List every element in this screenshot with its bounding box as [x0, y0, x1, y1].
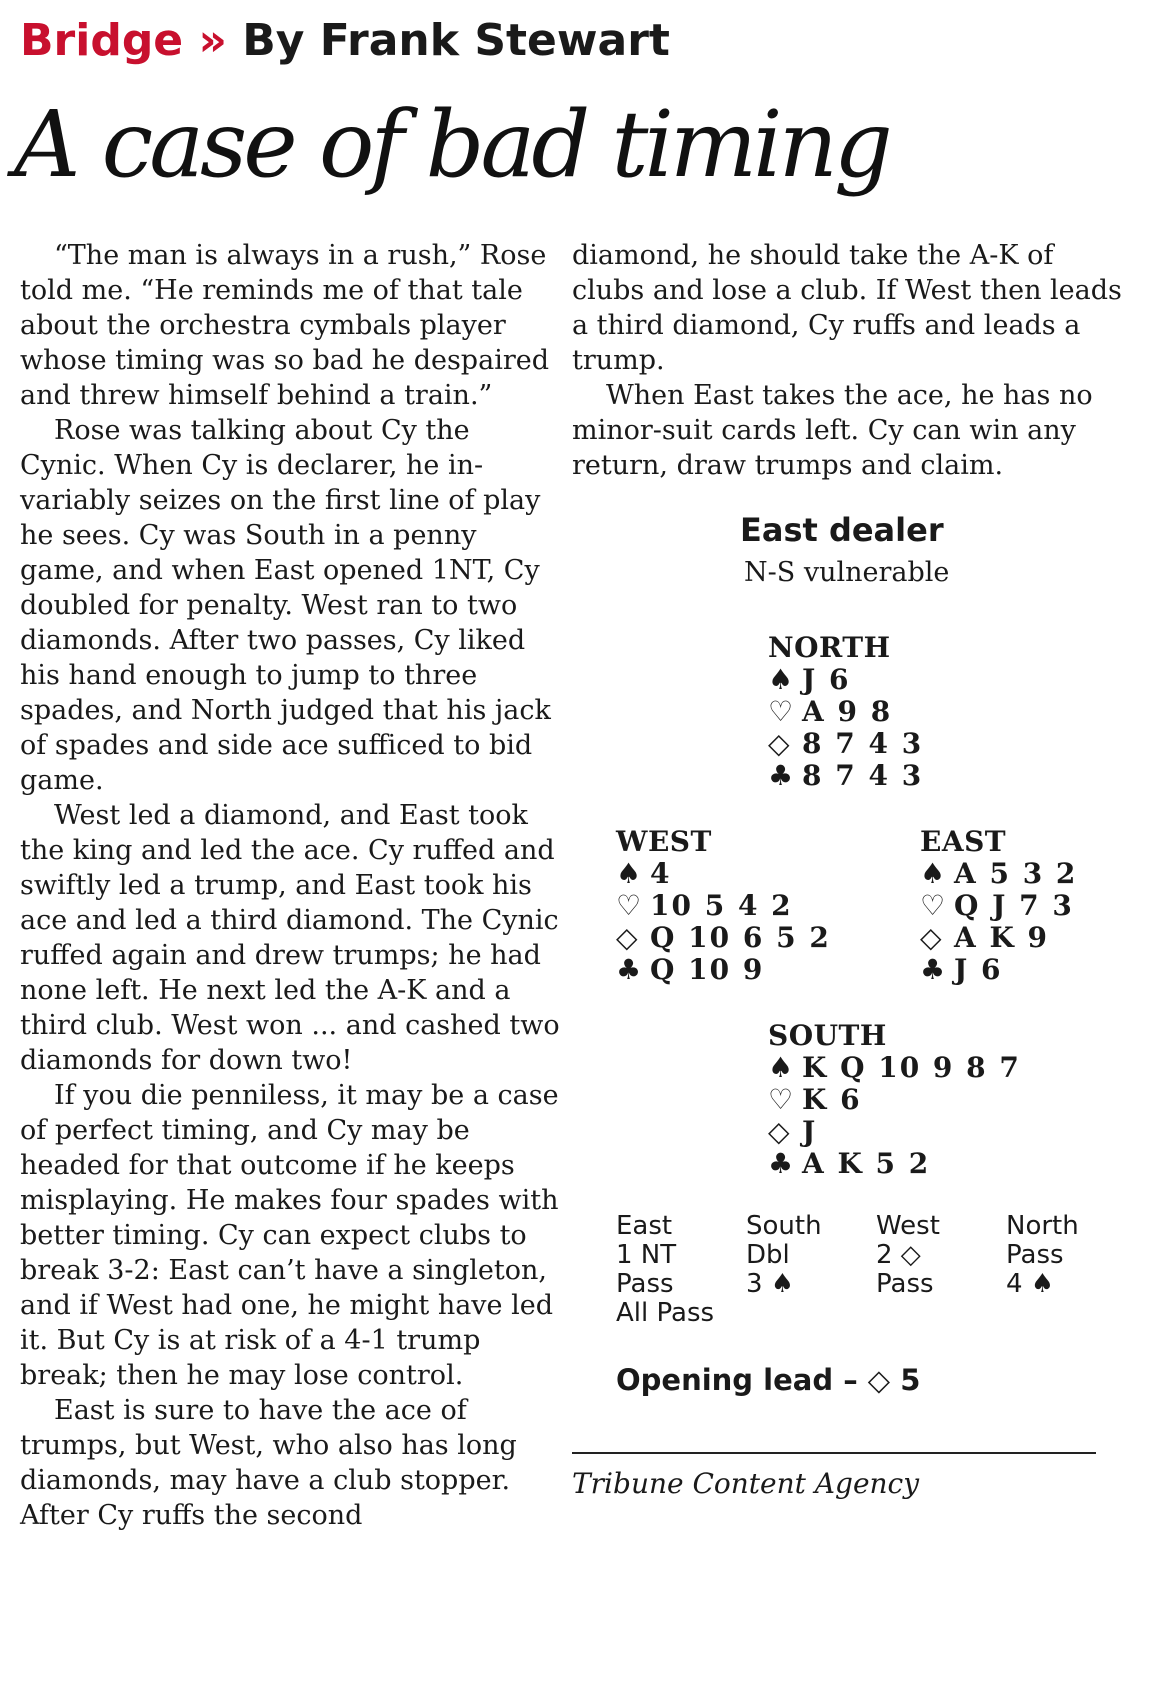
bid: Pass [876, 1269, 934, 1299]
bid [1006, 1299, 1116, 1328]
column-header [20, 10, 1130, 72]
club-icon: ♣ [768, 1147, 794, 1180]
hand-direction: NORTH [768, 631, 891, 664]
spade-icon: ♠ [920, 857, 946, 890]
club-cards: 8 7 4 3 [802, 759, 924, 792]
diamond-cards: J [802, 1115, 818, 1148]
bidding-table [616, 1212, 1116, 1328]
club-icon: ♣ [920, 953, 946, 986]
diamond-cards: Q 10 6 5 2 [650, 921, 831, 954]
heart-cards: 10 5 4 2 [650, 889, 793, 922]
heart-icon: ♡ [768, 695, 794, 728]
bidding-header: East [616, 1211, 673, 1241]
spade-cards: K Q 10 9 8 7 [802, 1051, 1021, 1084]
bidding-row [616, 1241, 1116, 1270]
club-cards: J 6 [954, 953, 1003, 986]
diamond-icon: ◇ [920, 921, 942, 954]
bidding-header-row [616, 1212, 1116, 1241]
spade-cards: 4 [650, 857, 672, 890]
bid: 4 ♠ [1006, 1269, 1055, 1299]
paragraph: Rose was talking about Cy the Cynic. When Cy is declarer, he invariably seizes on the first line of play he sees. Cy was South in a penny game, and when East opened 1NT, Cy doubled for penalty. West ran to two diamonds. After two passes, Cy liked his hand enough to jump to three spades, and North judged that his jack of spades and side ace sufficed to bid game. [20, 415, 551, 796]
bid: 1 NT [616, 1240, 677, 1270]
paragraph: When East takes the ace, he has no minor-suit cards left. Cy can win any return, draw trumps and claim. [572, 380, 1093, 481]
paragraph: diamond, he should take the A-K of clubs and lose a club. If West then leads a third diamond, Cy ruffs and leads a trump. [572, 240, 1122, 376]
club-cards: Q 10 9 [650, 953, 765, 986]
heart-icon: ♡ [920, 889, 946, 922]
hand-west [616, 826, 831, 986]
paragraph: East is sure to have the ace of trumps, but West, who also has long diamonds, may have a club stopper. After Cy ruffs the second [20, 1395, 517, 1531]
diamond-icon: ◇ [616, 921, 638, 954]
bid [746, 1299, 876, 1328]
hand-direction: EAST [920, 825, 1007, 858]
headline: A case of bad timing [14, 91, 889, 198]
diamond-cards: A K 9 [954, 921, 1050, 954]
dealer-label: East dealer [740, 511, 944, 549]
header-separator: » [198, 15, 227, 66]
heart-icon: ♡ [768, 1083, 794, 1116]
bidding-row [616, 1299, 1116, 1328]
bid: 2 ◇ [876, 1240, 921, 1270]
hand-east [920, 826, 1077, 986]
heart-cards: Q J 7 3 [954, 889, 1074, 922]
bid [876, 1299, 1006, 1328]
bid: Pass [1006, 1240, 1064, 1270]
bidding-header: North [1006, 1211, 1079, 1241]
hand-direction: SOUTH [768, 1019, 887, 1052]
spade-icon: ♠ [768, 663, 794, 696]
byline: By Frank Stewart [242, 15, 670, 66]
bidding-row [616, 1270, 1116, 1299]
article-right-column [572, 238, 1132, 483]
credit-line: Tribune Content Agency [572, 1467, 920, 1500]
diamond-cards: 8 7 4 3 [802, 727, 924, 760]
spade-cards: A 5 3 2 [954, 857, 1078, 890]
hand-south [768, 1020, 1021, 1180]
paragraph: “The man is always in a rush,” Rose told me. “He reminds me of that tale about the orchestra cymbals player whose timing was so bad he despaired and threw himself behind a train.” [20, 240, 549, 411]
spade-icon: ♠ [616, 857, 642, 890]
opening-lead: Opening lead – ◇ 5 [616, 1363, 921, 1397]
diamond-icon: ◇ [768, 727, 790, 760]
bid: Pass [616, 1269, 674, 1299]
vulnerability-label: N-S vulnerable [744, 557, 950, 588]
bid: 3 ♠ [746, 1269, 795, 1299]
divider [572, 1452, 1096, 1454]
paragraph: If you die penniless, it may be a case of perfect timing, and Cy may be headed for that outcome if he keeps misplaying. He makes four spades with better timing. Cy can expect clubs to break 3-2: East can’t have a singleton, and if West had one, he might have led it. But Cy is at risk of a 4-1 trump break; then he may lose control. [20, 1080, 559, 1391]
heart-cards: A 9 8 [802, 695, 893, 728]
club-cards: A K 5 2 [802, 1147, 931, 1180]
section-name: Bridge [20, 15, 184, 66]
spade-icon: ♠ [768, 1051, 794, 1084]
bidding-header: West [876, 1211, 940, 1241]
bidding-header: South [746, 1211, 822, 1241]
paragraph: West led a diamond, and East took the king and led the ace. Cy ruffed and swiftly led a trump, and East took his ace and led a third diamond. The Cynic ruffed again and drew trumps; he had none left. He next led the A-K and a third club. West won ... and cashed two diamonds for down two! [20, 800, 560, 1076]
hand-direction: WEST [616, 825, 712, 858]
spade-cards: J 6 [802, 663, 851, 696]
bid: Dbl [746, 1240, 790, 1270]
club-icon: ♣ [616, 953, 642, 986]
hand-north [768, 632, 923, 792]
heart-cards: K 6 [802, 1083, 862, 1116]
heart-icon: ♡ [616, 889, 642, 922]
club-icon: ♣ [768, 759, 794, 792]
diamond-icon: ◇ [768, 1115, 790, 1148]
bid: All Pass [616, 1298, 715, 1328]
article-left-column [20, 238, 560, 1533]
